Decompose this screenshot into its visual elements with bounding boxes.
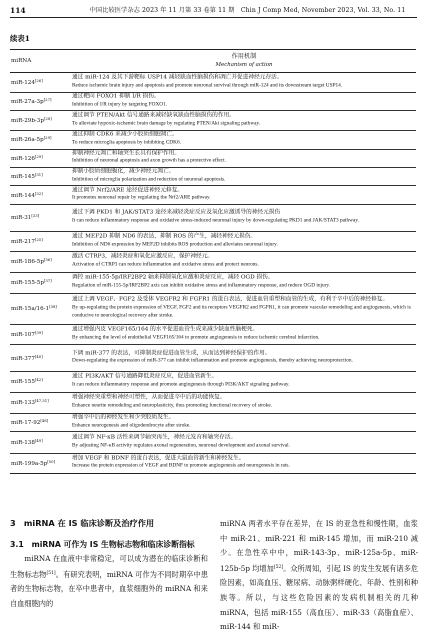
mechanism-en: To alleviate hypoxic-ischemic brain damage by regulating PTEN/Akt signaling pathway. — [72, 119, 261, 126]
mirna-name: miR-217 — [11, 238, 35, 245]
mirna-cell — [11, 256, 67, 266]
mirna-name: miR-17-92 — [11, 419, 41, 426]
table-row — [10, 272, 416, 294]
table-row — [10, 72, 416, 93]
table-row — [10, 231, 416, 252]
mechanism-zh: 调控 miR-155-5p/IRF2BP2 轴来抑制氧化应激和炎症反应，减轻 OGD 损伤。 — [72, 274, 274, 281]
citation: [37] — [43, 277, 52, 283]
mirna-cell — [11, 171, 67, 181]
mechanism-zh: 通过调节 Nrf2/ARE 途径促进神经元修复。 — [72, 186, 184, 193]
right-column — [220, 517, 418, 635]
mechanism-cell — [72, 374, 414, 389]
mechanism-cell — [72, 326, 414, 341]
mechanism-zh: 通过靶向 FOXO1 抑制 I/R 损伤。 — [72, 93, 160, 100]
table-row — [10, 413, 416, 432]
mirna-name: miR-145 — [11, 173, 35, 180]
mirna-cell — [11, 212, 67, 222]
table-row — [10, 453, 416, 473]
mechanism-zh: 通过 miR-124 及其下游靶标 USP14 减轻缺血性脑损伤和凋亡并促进神经元存活。 — [72, 74, 283, 81]
mechanism-cell — [72, 395, 414, 410]
mechanism-en: Reduce ischemic brain injury and apoptosis and promote neuronal survival through miR-124 and its downstream target USP14. — [72, 82, 343, 89]
mechanism-zh: 增加 VEGF 和 BDNF 的蛋白表达，促进大鼠血管新生和神经发生。 — [72, 455, 245, 462]
table-row — [10, 251, 416, 272]
citation: [42] — [34, 377, 43, 383]
mirna-cell — [11, 417, 67, 427]
table-row — [10, 293, 416, 325]
mechanism-cell — [72, 187, 414, 202]
mechanism-en: By up-regulating the protein expression of VEGF, FGF2 and its receptors VEGFR2 and FGFR1, it can promote vascular remodeling and angiogenesis, which is conducive to neurological recovery after stroke. — [72, 304, 411, 319]
mirna-cell — [11, 153, 67, 163]
mechanism-en: Increase the protein expression of VEGF and BDNF to promote angiogenesis and neurogenesis in rats. — [72, 462, 290, 469]
mechanism-cell — [72, 233, 414, 248]
mechanism-en: Activation of CTRP3 can reduce inflammation and oxidative stress and protect neurons. — [72, 261, 259, 268]
citation: [25] — [34, 236, 43, 242]
mechanism-zh: 下调 miR-377 的表达，可抑制炎症促进血管生成，从而达到神经保护的作用。 — [72, 350, 271, 357]
subsection-title: 3.1 miRNA 可作为 IS 生物标志物和临床诊断指标 — [10, 540, 195, 549]
mechanism-en: It promotes neuronal repair by regulating the Nrf2/ARE pathway. — [72, 194, 211, 201]
table-row — [10, 167, 416, 186]
table-continued-label: 续表1 — [10, 34, 30, 43]
table-row — [10, 344, 416, 372]
mechanism-zh: 激活 CTRP3，减轻炎症和氧化应激反应，保护神经元。 — [72, 253, 214, 260]
page-number: 114 — [10, 6, 26, 15]
citation: [47,51] — [34, 398, 49, 404]
mirna-name: miR-26a-5p — [11, 137, 44, 144]
mirna-name: miR-107 — [11, 331, 35, 338]
mirna-cell — [11, 458, 67, 468]
mechanism-cell — [72, 297, 414, 320]
mechanism-en: Inhibition of I/R injury by targeting FOXO1. — [72, 101, 168, 108]
mechanism-cell — [72, 150, 414, 165]
mirna-name: miR-126 — [11, 155, 35, 162]
citation: [40] — [34, 353, 43, 359]
citation: [51] — [46, 570, 56, 576]
mechanism-en: To reduce microglia apoptosis by inhibiting CDK6. — [72, 139, 181, 146]
mirna-cell — [11, 329, 67, 339]
mirna-name: miR-133 — [11, 400, 35, 407]
mechanism-zh: 增强神经突重塑和神经可塑性，从而促进卒中后的功能恢复。 — [72, 394, 226, 401]
table-row — [10, 92, 416, 110]
citation: [32] — [34, 190, 43, 196]
mirna-cell — [11, 96, 67, 106]
mirna-cell — [11, 115, 67, 125]
citation: [27] — [43, 96, 52, 102]
left-paragraph: miRNA 在血液中非常稳定，可以成为潜在的临床诊断和生物标志物[51]。有研究表明，miRNA 可作为不同时期卒中患者的生物标志物，在卒中患者中，血浆细胞外的 miRNA 和来自血细胞内的 — [10, 554, 208, 608]
mirna-name: miR-144 — [11, 192, 35, 199]
mechanism-cell — [72, 93, 414, 108]
citation: [39] — [34, 329, 43, 335]
mechanism-zh: 通过 PI3K/AKT 信号通路降低炎症反应，促进血管新生。 — [72, 373, 218, 380]
mirna-cell — [11, 397, 67, 407]
mechanism-zh: 通过下调 PKD1 和 JAK/STAT3 途径来减轻炎症反应及氧化应激诱导的神经元损伤 — [72, 209, 281, 216]
mechanism-zh: 抑制神经元凋亡和轴突生长具有保护作用。 — [72, 150, 181, 157]
mirna-name: miR-124 — [11, 79, 35, 86]
mirna-name: miR-186-5p — [11, 259, 44, 266]
mechanism-en: Enhance neurite remodeling and neuroplasticity, thus promoting functional recovery of stroke. — [72, 402, 272, 409]
citation: [48] — [40, 417, 49, 423]
mechanism-zh: 通过上调 VEGF、FGF2 及受体 VEGFR2 和 FGFR1 的蛋白表达，促进血管重塑和血管的生成，有利于卒中后的神经修复。 — [72, 296, 389, 303]
section-title: 3 miRNA 在 IS 临床诊断及治疗作用 — [10, 518, 155, 528]
running-header — [10, 5, 417, 18]
mirna-cell — [11, 303, 67, 313]
mechanism-en: By adjusting NF-κB activity regulates axonal regeneration, neuronal development and axonal survival. — [72, 441, 290, 448]
mechanism-cell — [72, 210, 414, 225]
mechanism-zh: 增强卒中后的神经发生和少突胶质发生。 — [72, 414, 175, 421]
mechanism-zh: 通过抑制 CDK6 来减少小胶质细胞凋亡。 — [72, 131, 178, 138]
mechanism-zh: 通过增强内皮 VEGF165/164 的水平促进血管生成来减少缺血性脑梗死。 — [72, 326, 259, 333]
mechanism-en: Inhibition of neuronal apoptosis and axon growth has a protective effect. — [72, 157, 226, 164]
table-row — [10, 431, 416, 453]
citation: [28] — [43, 115, 52, 121]
table-row — [10, 392, 416, 414]
mechanism-cell — [72, 112, 414, 127]
mechanism-cell — [72, 75, 414, 90]
mirna-name: miR-155 — [11, 379, 35, 386]
citation: [29] — [34, 153, 43, 159]
journal-info: 中国比较医学杂志 2023 年 11 月第 33 卷第 11 期 Chin J Comp Med, November 2023, Vol. 33, No. 11 — [89, 7, 406, 14]
mirna-name: miR-377 — [11, 355, 35, 362]
mirna-cell — [11, 437, 67, 447]
mechanism-cell — [72, 415, 414, 430]
citation: [50] — [47, 458, 56, 464]
mirna-mechanism-table — [10, 49, 416, 474]
left-column — [10, 517, 208, 611]
column-header-mirna: miRNA — [11, 58, 32, 64]
column-header-mechanism-zh: 作用机制 — [231, 53, 257, 60]
mirna-cell — [11, 277, 67, 287]
mirna-name: miR-29b-3p — [11, 117, 44, 124]
table-row — [10, 185, 416, 204]
mechanism-en: Regulation of miR-155-5p/IRF2BP2 axis can inhibit oxidative stress and inflammatory response, and reduce OGD injury. — [72, 282, 330, 289]
mirna-cell — [11, 236, 67, 246]
citation: [38] — [49, 304, 57, 310]
mechanism-cell — [72, 275, 414, 290]
mechanism-zh: 抑制小胶质细胞极化，减少神经元凋亡。 — [72, 168, 175, 175]
citation: [26] — [34, 77, 43, 83]
mechanism-cell — [72, 254, 414, 269]
mirna-name: miR-155-5p — [11, 279, 44, 286]
table-row — [10, 149, 416, 168]
citation: [29] — [43, 135, 52, 141]
mechanism-en: Enhance neurogenesis and oligodendrocyte after stroke. — [72, 422, 191, 429]
mirna-name: miR-31 — [11, 215, 32, 222]
mirna-name: miR-15a/16-1 — [11, 306, 50, 313]
table-row — [10, 130, 416, 149]
mechanism-en: It can reduce inflammatory response and oxidative stress-induced neuronal injury by down-regulating PKD1 and JAK/STAT3 pathway. — [72, 217, 359, 224]
citation: [31] — [34, 171, 43, 177]
mirna-cell — [11, 376, 67, 386]
mirna-name: miR-27a-3p — [11, 98, 44, 105]
mirna-cell — [11, 134, 67, 144]
mechanism-zh: 通过调节 NF-κB 活性来调节轴突再生，神经元发育和轴突存活。 — [72, 434, 237, 441]
mechanism-cell — [72, 132, 414, 147]
table-row — [10, 204, 416, 232]
column-header-mechanism-en: Mechanism of action — [215, 62, 273, 68]
mechanism-cell — [72, 434, 414, 449]
citation: [52] — [273, 564, 284, 570]
mechanism-en: Down-regulating the expression of miR-377 can inhibit inflammation and promote angiogenesis, thereby achieving neuroprotection. — [72, 357, 353, 364]
mechanism-cell — [72, 169, 414, 184]
mechanism-en: Inhibition of ND6 expression by MEF2D inhibits ROS production and alleviates neuronal injury. — [72, 241, 278, 247]
mechanism-cell — [72, 455, 414, 470]
citation: [49] — [34, 437, 43, 443]
mirna-cell — [11, 77, 67, 87]
table-row — [10, 371, 416, 392]
citation: [36] — [43, 257, 52, 263]
table-row — [10, 324, 416, 345]
mirna-cell — [11, 189, 67, 199]
mechanism-zh: 通过调节 PTEN/Akt 信号通路来减轻缺氧缺血性脑损伤的作用。 — [72, 112, 235, 119]
mechanism-en: Inhibition of microglia polarization and reduction of neuronal apoptosis. — [72, 176, 226, 183]
mechanism-zh: 通过 MEF2D 抑制 ND6 的表达，抑制 ROS 的产生，减轻神经元损伤。 — [72, 233, 257, 240]
mirna-name: miR-138 — [11, 439, 35, 446]
mirna-name: miR-199a-5p — [11, 460, 48, 467]
table-row — [10, 110, 416, 131]
table-body — [10, 72, 416, 473]
right-paragraph: miRNA 两者水平存在差异，在 IS 的亚急性和慢性期，血浆中 miR-21、miR-221 和 miR-145 增加，而 miR-210 减少。在急性卒中中，miR-143-3p、miR-125a-5p、miR-125b-5p 均增加[52]。众所周知，引起 IS 的发生发展有诸多危险因素，如高血压、糖尿病、动脉粥样硬化、年龄、性别和种族等。所以，与这些危险因素的发病机制相关的几种 miRNA，包括 miR-155（高血压）、miR-33（高脂血症）、miR-144 和 miR- — [220, 519, 418, 632]
table-header — [10, 50, 416, 73]
mirna-cell — [11, 353, 67, 363]
mechanism-cell — [72, 350, 414, 365]
citation: [33] — [31, 213, 40, 219]
mechanism-en: It can reduce inflammatory response and promote angiogenesis through PI3K/AKT signaling pathway. — [72, 381, 290, 388]
mechanism-en: By enhancing the level of endothelial VEGF165/164 to promote angiogenesis to reduce ischemic cerebral infarction. — [72, 333, 320, 340]
